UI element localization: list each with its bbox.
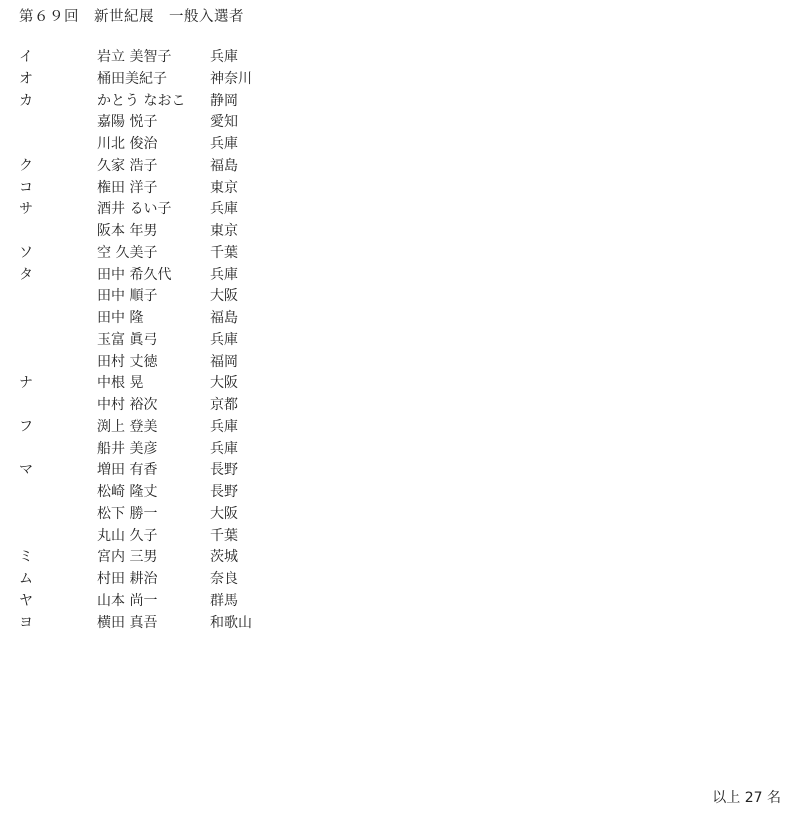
artist-name: 横田 真吾: [97, 614, 158, 631]
list-item: [0, 221, 811, 243]
artist-name: 嘉陽 悦子: [97, 114, 158, 131]
list-item: [0, 156, 811, 178]
artist-name: 久家 浩子: [97, 157, 158, 174]
prefecture: 兵庫: [210, 201, 238, 218]
artist-name: 渕上 登美: [97, 418, 158, 435]
list-item: [0, 460, 811, 482]
artist-name: 村田 耕治: [97, 571, 158, 587]
list-item: [0, 243, 811, 265]
artist-name: 宮内 三男: [97, 549, 158, 566]
list-item: [0, 286, 811, 308]
list-item: [0, 47, 811, 69]
prefecture: 奈良: [210, 571, 238, 587]
kana-index: カ: [19, 92, 33, 109]
list-item: [0, 395, 811, 417]
prefecture: 兵庫: [210, 266, 238, 283]
list-item: [0, 352, 811, 374]
kana-index: ヤ: [19, 592, 33, 609]
prefecture: 群馬: [210, 592, 238, 609]
list-item: [0, 373, 811, 395]
artist-name: 田村 丈徳: [97, 353, 158, 370]
prefecture: 和歌山: [210, 614, 252, 631]
list-item: [0, 526, 811, 548]
artist-name: 阪本 年男: [97, 223, 158, 239]
list-item: [0, 330, 811, 352]
kana-index: フ: [19, 418, 33, 435]
artist-name: 丸山 久子: [97, 527, 158, 544]
artist-name: 桶田美紀子: [97, 70, 167, 87]
prefecture: 茨城: [210, 549, 238, 566]
artist-name: 川北 俊治: [97, 136, 158, 152]
list-item: [0, 91, 811, 113]
list-item: [0, 569, 811, 591]
prefecture: 兵庫: [210, 136, 238, 152]
artist-name: 岩立 美智子: [97, 49, 172, 65]
prefecture: 長野: [210, 462, 238, 479]
kana-index: ム: [19, 571, 33, 587]
prefecture: 千葉: [210, 244, 238, 261]
kana-index: ヨ: [19, 614, 33, 631]
prefecture: 福岡: [210, 353, 238, 370]
page-title: 第６９回 新世紀展 一般入選者: [19, 9, 244, 25]
prefecture: 千葉: [210, 527, 238, 544]
total-count: 以上 27 名: [712, 790, 781, 806]
prefecture: 大阪: [210, 375, 238, 392]
list-item: [0, 613, 811, 635]
kana-index: イ: [19, 49, 33, 65]
kana-index: サ: [19, 201, 33, 218]
list-item: [0, 504, 811, 526]
kana-index: ナ: [19, 375, 33, 392]
list-item: [0, 417, 811, 439]
prefecture: 京都: [210, 397, 238, 413]
prefecture: 神奈川: [210, 70, 252, 87]
list-item: [0, 112, 811, 134]
artist-name: 空 久美子: [97, 244, 158, 261]
list-item: [0, 69, 811, 91]
list-item: [0, 482, 811, 504]
prefecture: 愛知: [210, 114, 238, 131]
artist-name: かとう なおこ: [97, 92, 186, 109]
list-item: [0, 134, 811, 156]
artist-name: 田中 順子: [97, 288, 158, 305]
kana-index: コ: [19, 179, 33, 196]
artist-name: 増田 有香: [97, 462, 158, 479]
prefecture: 兵庫: [210, 418, 238, 435]
prefecture: 兵庫: [210, 331, 238, 348]
artist-name: 中村 裕次: [97, 397, 158, 413]
artist-name: 船井 美彦: [97, 440, 158, 457]
entry-list: [0, 47, 811, 634]
kana-index: マ: [19, 462, 33, 479]
prefecture: 兵庫: [210, 49, 238, 65]
kana-index: ミ: [19, 549, 33, 566]
kana-index: ソ: [19, 244, 33, 261]
prefecture: 福島: [210, 310, 238, 326]
list-item: [0, 591, 811, 613]
kana-index: ク: [19, 157, 33, 174]
prefecture: 大阪: [210, 288, 238, 305]
artist-name: 松崎 隆丈: [97, 484, 158, 500]
prefecture: 長野: [210, 484, 238, 500]
list-item: [0, 439, 811, 461]
prefecture: 大阪: [210, 505, 238, 522]
artist-name: 田中 隆: [97, 310, 144, 326]
prefecture: 東京: [210, 179, 238, 196]
artist-name: 田中 希久代: [97, 266, 172, 283]
artist-name: 権田 洋子: [97, 179, 158, 196]
artist-name: 玉富 眞弓: [97, 331, 158, 348]
list-item: [0, 308, 811, 330]
artist-name: 酒井 るい子: [97, 201, 172, 218]
kana-index: オ: [19, 70, 33, 87]
list-item: [0, 547, 811, 569]
kana-index: タ: [19, 266, 33, 283]
artist-name: 中根 晃: [97, 375, 144, 392]
list-item: [0, 265, 811, 287]
prefecture: 兵庫: [210, 440, 238, 457]
artist-name: 松下 勝一: [97, 505, 158, 522]
prefecture: 福島: [210, 157, 238, 174]
list-item: [0, 178, 811, 200]
list-item: [0, 199, 811, 221]
artist-name: 山本 尚一: [97, 592, 158, 609]
prefecture: 東京: [210, 223, 238, 239]
prefecture: 静岡: [210, 92, 238, 109]
